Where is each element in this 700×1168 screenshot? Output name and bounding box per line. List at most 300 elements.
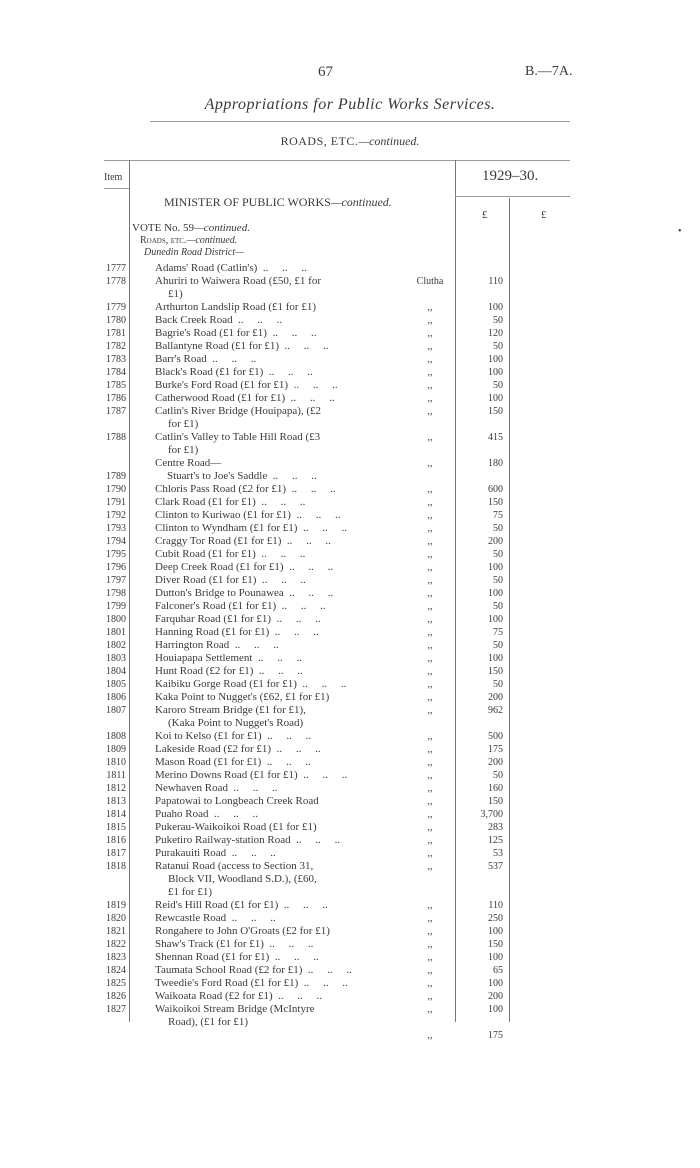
- county-name: ,,: [427, 510, 433, 521]
- item-number: 1798: [106, 588, 126, 599]
- amount-value: 50: [493, 679, 503, 690]
- amount-value: 175: [488, 1030, 503, 1041]
- amount-value: 50: [493, 380, 503, 391]
- road-name-text: Newhaven Road: [155, 782, 229, 794]
- road-name: [155, 756, 360, 769]
- county-name: ,,: [427, 614, 433, 625]
- road-name-text: Rewcastle Road: [155, 912, 227, 924]
- item-number: 1813: [106, 796, 126, 807]
- leader-dots: .. .. ..: [263, 366, 313, 378]
- road-name: [155, 964, 360, 977]
- road-name-continued: £1): [168, 288, 183, 300]
- road-name: [155, 912, 360, 925]
- item-number: 1778: [106, 276, 126, 287]
- item-number: 1782: [106, 341, 126, 352]
- road-name: [155, 561, 360, 574]
- amount-value: 75: [493, 510, 503, 521]
- leader-dots: .. .. ..: [257, 262, 307, 274]
- county-name: ,,: [427, 809, 433, 820]
- road-name: [155, 990, 360, 1003]
- road-name-text: Pukerau-Waikoikoi Road (£1 for £1): [155, 821, 317, 833]
- road-name: [155, 405, 360, 431]
- item-number: 1810: [106, 757, 126, 768]
- road-name-continued: (Kaka Point to Nugget's Road): [168, 717, 304, 729]
- item-number: 1809: [106, 744, 126, 755]
- amount-value: 150: [488, 939, 503, 950]
- amount-value: 180: [488, 458, 503, 469]
- county-name: ,,: [427, 926, 433, 937]
- county-name: ,,: [427, 380, 433, 391]
- road-name: [155, 639, 360, 652]
- county-name: ,,: [427, 1030, 433, 1041]
- amount-value: 100: [488, 367, 503, 378]
- road-name-text: Kaka Point to Nugget's (£62, £1 for £1): [155, 691, 330, 703]
- leader-dots: .. .. ..: [267, 470, 317, 482]
- road-name-text: Chloris Pass Road (£2 for £1): [155, 483, 287, 495]
- county-name: ,,: [427, 770, 433, 781]
- road-name: [155, 353, 360, 366]
- road-name-text: Centre Road—: [155, 457, 222, 469]
- county-name: ,,: [427, 393, 433, 404]
- road-name-text: Catherwood Road (£1 for £1): [155, 392, 286, 404]
- road-name-text: Hanning Road (£1 for £1): [155, 626, 270, 638]
- road-name: [155, 652, 360, 665]
- leader-dots: .. .. ..: [297, 769, 348, 781]
- item-number: 1808: [106, 731, 126, 742]
- road-name-text: Catlin's Valley to Table Hill Road (£3: [155, 431, 321, 443]
- table-row: [0, 457, 700, 470]
- amount-value: 200: [488, 692, 503, 703]
- item-number: 1819: [106, 900, 126, 911]
- heading-rule: [150, 121, 570, 122]
- leader-dots: .. .. ..: [229, 639, 279, 651]
- road-name-text: Adams' Road (Catlin's): [155, 262, 258, 274]
- road-name: [155, 483, 360, 496]
- road-name-text: Ballantyne Road (£1 for £1): [155, 340, 280, 352]
- vote-heading: [132, 222, 250, 234]
- road-name-text: Puketiro Railway-station Road: [155, 834, 291, 846]
- road-name-text: Burke's Ford Road (£1 for £1): [155, 379, 289, 391]
- leader-dots: .. .. ..: [226, 912, 276, 924]
- county-name: ,,: [427, 692, 433, 703]
- road-name-text: Merino Downs Road (£1 for £1): [155, 769, 298, 781]
- amount-value: 100: [488, 562, 503, 573]
- leader-dots: .. .. ..: [269, 626, 319, 638]
- item-number: 1783: [106, 354, 126, 365]
- road-name-text: Cubit Road (£1 for £1): [155, 548, 256, 560]
- county-name: ,,: [427, 744, 433, 755]
- item-number: 1787: [106, 406, 126, 417]
- county-name: ,,: [427, 705, 433, 716]
- road-name: [155, 522, 360, 535]
- road-name: [155, 1003, 360, 1029]
- page-heading: Appropriations for Public Works Services.: [204, 96, 496, 113]
- road-name-text: Back Creek Road: [155, 314, 233, 326]
- item-number: 1789: [106, 471, 126, 482]
- road-name: [155, 743, 360, 756]
- item-number: 1825: [106, 978, 126, 989]
- amount-value: 100: [488, 978, 503, 989]
- road-name: [155, 834, 360, 847]
- leader-dots: .. .. ..: [261, 756, 311, 768]
- road-name: [155, 301, 360, 314]
- amount-value: 100: [488, 588, 503, 599]
- item-number: 1822: [106, 939, 126, 950]
- road-name-text: Waikoata Road (£2 for £1): [155, 990, 273, 1002]
- road-name-text: Waikoikoi Stream Bridge (McIntyre: [155, 1003, 315, 1015]
- road-name: [155, 626, 360, 639]
- table-row: [0, 1003, 700, 1041]
- county-name: ,,: [427, 835, 433, 846]
- amount-value: 415: [488, 432, 503, 443]
- road-name-text: Craggy Tor Road (£1 for £1): [155, 535, 282, 547]
- road-name: [155, 431, 360, 457]
- amount-value: 50: [493, 640, 503, 651]
- minister-title: MINISTER OF PUBLIC WORKS: [164, 195, 331, 209]
- amount-value: 110: [488, 900, 503, 911]
- road-name-text: Shennan Road (£1 for £1): [155, 951, 270, 963]
- county-name: ,,: [427, 653, 433, 664]
- amount-value: 537: [488, 861, 503, 872]
- road-name-text: Purakauiti Road: [155, 847, 227, 859]
- margin-dot: •: [678, 226, 682, 237]
- column-header-item: Item: [104, 172, 123, 183]
- leader-dots: .. .. ..: [276, 600, 326, 612]
- amount-value: 100: [488, 354, 503, 365]
- county-name: ,,: [427, 367, 433, 378]
- item-number: 1818: [106, 861, 126, 872]
- road-name-text: Rongahere to John O'Groats (£2 for £1): [155, 925, 330, 937]
- item-number: 1780: [106, 315, 126, 326]
- amount-value: 200: [488, 991, 503, 1002]
- leader-dots: .. .. ..: [255, 496, 306, 508]
- amount-value: 250: [488, 913, 503, 924]
- section-title-continued: —continued.: [358, 134, 420, 148]
- road-name: [155, 704, 360, 730]
- road-name: [155, 925, 360, 938]
- leader-dots: .. .. ..: [278, 899, 328, 911]
- county-name: ,,: [427, 354, 433, 365]
- road-name: [155, 899, 360, 912]
- county-name: ,,: [427, 679, 433, 690]
- leader-dots: .. .. ..: [302, 964, 352, 976]
- leader-dots: .. .. ..: [298, 977, 348, 989]
- road-name-text: Kaibiku Gorge Road (£1 for £1): [155, 678, 297, 690]
- leader-dots: .. .. ..: [266, 327, 317, 339]
- item-number: 1814: [106, 809, 126, 820]
- roads-continued: —continued.: [186, 235, 238, 246]
- county-name: ,,: [427, 952, 433, 963]
- road-name-text: Papatowai to Longbeach Creek Road: [155, 795, 319, 807]
- road-name-continued: for £1): [168, 418, 199, 430]
- road-name-text: Farquhar Road (£1 for £1): [155, 613, 272, 625]
- county-name: ,,: [427, 458, 433, 469]
- county-name: ,,: [427, 1004, 433, 1015]
- road-name-text: Arthurton Landslip Road (£1 for £1): [155, 301, 316, 313]
- item-number: 1796: [106, 562, 126, 573]
- road-name-text: Clinton to Kuriwao (£1 for £1): [155, 509, 291, 521]
- county-name: ,,: [427, 328, 433, 339]
- minister-heading: [164, 195, 392, 210]
- county-name: ,,: [427, 731, 433, 742]
- road-name-text: Stuart's to Joe's Saddle: [167, 470, 268, 482]
- road-name: [155, 665, 360, 678]
- road-name: [155, 678, 360, 691]
- vote-title: VOTE No. 59: [132, 222, 195, 234]
- amount-value: 75: [493, 627, 503, 638]
- item-header-rule: [104, 188, 129, 189]
- leader-dots: .. .. ..: [255, 548, 306, 560]
- county-name: ,,: [427, 783, 433, 794]
- item-number: 1812: [106, 783, 126, 794]
- county-name: ,,: [427, 341, 433, 352]
- road-name: [155, 847, 360, 860]
- amount-value: 50: [493, 601, 503, 612]
- road-name: [155, 496, 360, 509]
- road-name-text: Hunt Road (£2 for £1): [155, 665, 254, 677]
- county-name: ,,: [427, 848, 433, 859]
- amount-value: 50: [493, 549, 503, 560]
- road-name: [155, 262, 360, 275]
- road-name-text: Harrington Road: [155, 639, 230, 651]
- amount-value: 500: [488, 731, 503, 742]
- item-number: 1777: [106, 263, 126, 274]
- district-heading: Dunedin Road District—: [144, 247, 244, 258]
- item-number: 1821: [106, 926, 126, 937]
- item-number: 1797: [106, 575, 126, 586]
- leader-dots: .. .. ..: [290, 509, 341, 521]
- road-name: [155, 613, 360, 626]
- road-name-text: Reid's Hill Road (£1 for £1): [155, 899, 279, 911]
- county-name: ,,: [427, 978, 433, 989]
- road-name: [155, 769, 360, 782]
- amount-value: 120: [488, 328, 503, 339]
- amount-value: 53: [493, 848, 503, 859]
- road-name-text: Koi to Kelso (£1 for £1): [155, 730, 262, 742]
- county-name: ,,: [427, 302, 433, 313]
- amount-value: 160: [488, 783, 503, 794]
- amount-value: 50: [493, 523, 503, 534]
- road-name: [155, 535, 360, 548]
- amount-value: 283: [488, 822, 503, 833]
- item-number: 1802: [106, 640, 126, 651]
- amount-value: 50: [493, 315, 503, 326]
- item-number: 1815: [106, 822, 126, 833]
- leader-dots: .. .. ..: [252, 652, 302, 664]
- leader-dots: .. .. ..: [290, 834, 341, 846]
- road-name-text: Tweedie's Ford Road (£1 for £1): [155, 977, 299, 989]
- road-name: [155, 340, 360, 353]
- roads-title: Roads, etc.: [140, 235, 187, 246]
- road-name-text: Clinton to Wyndham (£1 for £1): [155, 522, 298, 534]
- road-name: [155, 366, 360, 379]
- amount-value: 150: [488, 497, 503, 508]
- year-header-rule: [455, 196, 570, 197]
- county-name: ,,: [427, 640, 433, 651]
- item-number: 1817: [106, 848, 126, 859]
- road-name: [155, 574, 360, 587]
- item-number: 1820: [106, 913, 126, 924]
- road-name-text: Ratanui Road (access to Section 31,: [155, 860, 314, 872]
- item-number: 1811: [106, 770, 126, 781]
- table-top-rule: [104, 160, 570, 161]
- county-name: ,,: [427, 575, 433, 586]
- leader-dots: .. .. ..: [288, 379, 338, 391]
- item-number: 1784: [106, 367, 126, 378]
- pound-symbol-left: £: [482, 209, 488, 221]
- leader-dots: .. .. ..: [206, 353, 257, 365]
- section-title-main: ROADS, ETC.: [280, 134, 359, 148]
- road-name-text: Clark Road (£1 for £1): [155, 496, 256, 508]
- amount-value: 150: [488, 666, 503, 677]
- item-number: 1785: [106, 380, 126, 391]
- appropriation-rows: [0, 262, 700, 1041]
- item-number: 1824: [106, 965, 126, 976]
- county-name: ,,: [427, 900, 433, 911]
- amount-value: 3,700: [480, 809, 503, 820]
- amount-value: 100: [488, 952, 503, 963]
- item-number: 1779: [106, 302, 126, 313]
- amount-value: 50: [493, 575, 503, 586]
- amount-value: 100: [488, 614, 503, 625]
- amount-value: 100: [488, 1004, 503, 1015]
- leader-dots: .. .. ..: [283, 561, 334, 573]
- road-name: [155, 392, 360, 405]
- road-name-continued: Block VII, Woodland S.D.), (£60,: [168, 873, 317, 885]
- leader-dots: .. .. ..: [285, 392, 335, 404]
- county-name: ,,: [427, 497, 433, 508]
- amount-value: 100: [488, 393, 503, 404]
- pound-symbol-right: £: [541, 209, 547, 221]
- amount-value: 200: [488, 536, 503, 547]
- road-name-text: Falconer's Road (£1 for £1): [155, 600, 277, 612]
- leader-dots: .. .. ..: [272, 990, 323, 1002]
- county-name: ,,: [427, 822, 433, 833]
- road-name: [155, 951, 360, 964]
- page-number: 67: [318, 64, 333, 80]
- road-name-continued: Road), (£1 for £1): [168, 1016, 249, 1028]
- road-name: [155, 808, 360, 821]
- leader-dots: .. .. ..: [261, 730, 312, 742]
- county-name: ,,: [427, 757, 433, 768]
- road-name: [155, 795, 360, 808]
- item-number: 1806: [106, 692, 126, 703]
- leader-dots: .. .. ..: [286, 483, 336, 495]
- item-number: 1799: [106, 601, 126, 612]
- leader-dots: .. .. ..: [232, 314, 283, 326]
- county-name: ,,: [427, 991, 433, 1002]
- amount-value: 65: [493, 965, 503, 976]
- road-name: [155, 548, 360, 561]
- road-name: [167, 470, 372, 483]
- county-name: ,,: [427, 965, 433, 976]
- county-name: ,,: [427, 796, 433, 807]
- amount-value: 100: [488, 653, 503, 664]
- road-name: [155, 509, 360, 522]
- county-name: ,,: [427, 432, 433, 443]
- section-title: [0, 134, 700, 149]
- item-number: 1794: [106, 536, 126, 547]
- amount-value: 100: [488, 302, 503, 313]
- road-name: [155, 314, 360, 327]
- county-name: ,,: [427, 939, 433, 950]
- county-name: ,,: [427, 406, 433, 417]
- road-name-text: Taumata School Road (£2 for £1): [155, 964, 303, 976]
- road-name: [155, 587, 360, 600]
- vote-continued: —continued.: [194, 222, 250, 234]
- item-number: 1790: [106, 484, 126, 495]
- item-number: 1801: [106, 627, 126, 638]
- road-name: [155, 600, 360, 613]
- amount-value: 150: [488, 406, 503, 417]
- item-number: 1781: [106, 328, 126, 339]
- county-name: ,,: [427, 601, 433, 612]
- item-number: 1804: [106, 666, 126, 677]
- county-name: ,,: [427, 523, 433, 534]
- leader-dots: .. .. ..: [281, 535, 331, 547]
- amount-value: 50: [493, 770, 503, 781]
- amount-value: 175: [488, 744, 503, 755]
- road-name: [155, 977, 360, 990]
- leader-dots: .. .. ..: [208, 808, 258, 820]
- minister-continued: —continued.: [330, 195, 392, 209]
- item-number: 1807: [106, 705, 126, 716]
- county-name: ,,: [427, 913, 433, 924]
- county-name: ,,: [427, 562, 433, 573]
- road-name-text: Barr's Road: [155, 353, 207, 365]
- leader-dots: .. .. ..: [256, 574, 306, 586]
- leader-dots: .. .. ..: [296, 678, 347, 690]
- county-name: ,,: [427, 536, 433, 547]
- county-name: ,,: [427, 484, 433, 495]
- road-name-continued: £1 for £1): [168, 886, 212, 898]
- item-number: 1791: [106, 497, 126, 508]
- leader-dots: .. .. ..: [263, 938, 314, 950]
- document-code: B.—7A.: [525, 64, 573, 79]
- road-name-text: Houiapapa Settlement: [155, 652, 253, 664]
- leader-dots: .. .. ..: [271, 743, 321, 755]
- amount-value: 600: [488, 484, 503, 495]
- road-name-continued: for £1): [168, 444, 199, 456]
- road-name-text: Mason Road (£1 for £1): [155, 756, 262, 768]
- amount-value: 962: [488, 705, 503, 716]
- road-name: [155, 379, 360, 392]
- item-number: 1795: [106, 549, 126, 560]
- roads-subheading: [140, 235, 237, 246]
- county-name: ,,: [427, 315, 433, 326]
- amount-value: 125: [488, 835, 503, 846]
- item-number: 1816: [106, 835, 126, 846]
- county-name: ,,: [427, 588, 433, 599]
- road-name: [155, 691, 360, 704]
- leader-dots: .. .. ..: [226, 847, 276, 859]
- item-number: 1803: [106, 653, 126, 664]
- item-number: 1826: [106, 991, 126, 1002]
- road-name-text: Dutton's Bridge to Pounawea: [155, 587, 284, 599]
- leader-dots: .. .. ..: [279, 340, 329, 352]
- road-name-text: Karoro Stream Bridge (£1 for £1),: [155, 704, 306, 716]
- amount-value: 200: [488, 757, 503, 768]
- leader-dots: .. .. ..: [269, 951, 319, 963]
- item-number: 1805: [106, 679, 126, 690]
- road-name: [155, 860, 360, 899]
- leader-dots: .. .. ..: [297, 522, 347, 534]
- county-name: ,,: [427, 627, 433, 638]
- road-name: [155, 457, 360, 470]
- road-name-text: Diver Road (£1 for £1): [155, 574, 257, 586]
- leader-dots: .. .. ..: [253, 665, 303, 677]
- road-name: [155, 275, 360, 301]
